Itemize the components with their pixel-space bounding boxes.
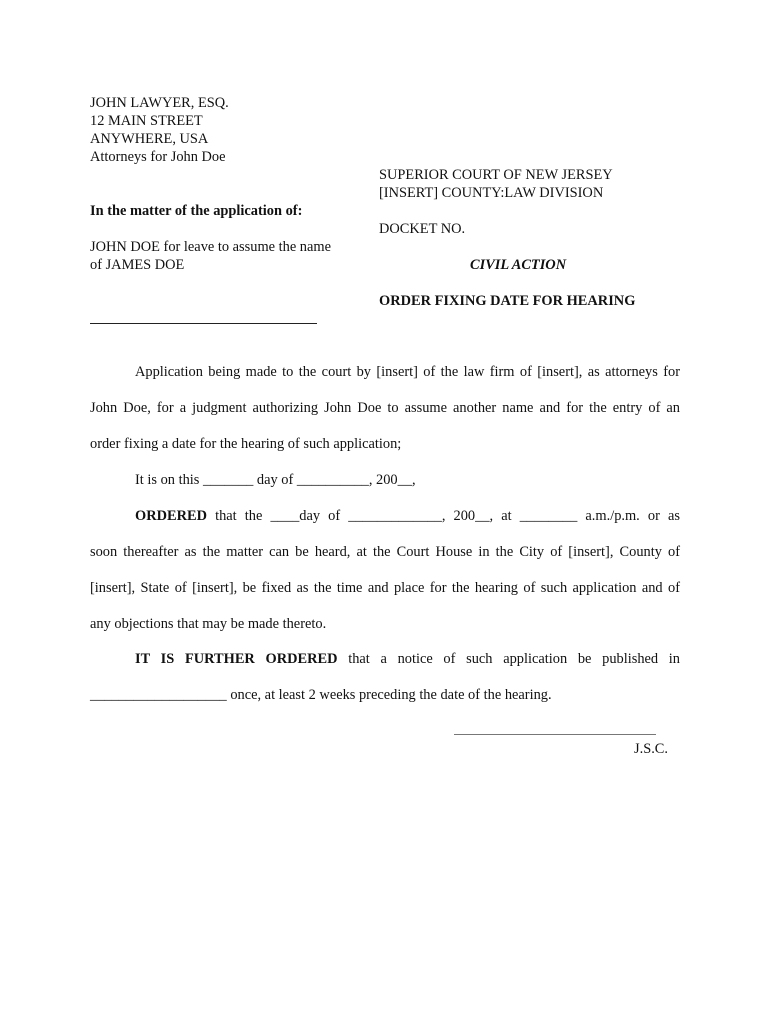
ordered-label: ORDERED [135,508,207,524]
publish-text: once, at least 2 weeks preceding the date of the hearing. [226,687,552,703]
attorney-city: ANYWHERE, USA [90,131,209,147]
publish-line [90,686,552,704]
matter-line-1: JOHN DOE for leave to assume the name [90,239,331,255]
ordered-text: that the ____day of _____________, 200__, at ________ a.m./p.m. or as [206,508,680,524]
date-line: It is on this _______ day of __________, 200__, [135,472,416,488]
body-line: any objections that may be made thereto. [90,616,327,632]
body-line: soon thereafter as the matter can be heard, at the Court House in the City of [insert], County of [90,544,680,560]
attorney-name: JOHN LAWYER, ESQ. [90,95,229,111]
ordered-line [90,507,680,525]
matter-parties [90,238,331,274]
attorney-role: Attorneys for John Doe [90,149,226,165]
further-ordered-line [90,650,680,668]
matter-line-2: of JAMES DOE [90,257,185,273]
court-division: [INSERT] COUNTY:LAW DIVISION [379,185,604,201]
further-ordered-text: that a notice of such application be published in [337,651,681,667]
court-block [379,166,613,202]
body-line: [insert], State of [insert], be fixed as the time and place for the hearing of such application and of [90,580,680,596]
further-ordered-label: IT IS FURTHER ORDERED [135,651,338,667]
judge-title: J.S.C. [634,741,668,757]
attorney-street: 12 MAIN STREET [90,113,203,129]
signature-line [454,734,656,735]
civil-action: CIVIL ACTION [470,257,567,273]
matter-heading: In the matter of the application of: [90,203,303,219]
attorney-block [90,94,229,166]
publication-blank: ___________________ [90,687,227,703]
docket-number: DOCKET NO. [379,221,466,237]
court-name: SUPERIOR COURT OF NEW JERSEY [379,167,613,183]
order-title: ORDER FIXING DATE FOR HEARING [379,293,636,309]
body-line: John Doe, for a judgment authorizing John Doe to assume another name and for the entry of an [90,400,680,416]
caption-divider [90,323,317,324]
body-line: order fixing a date for the hearing of such application; [90,436,402,452]
body-line: Application being made to the court by [insert] of the law firm of [insert], as attorneys for [135,364,680,380]
